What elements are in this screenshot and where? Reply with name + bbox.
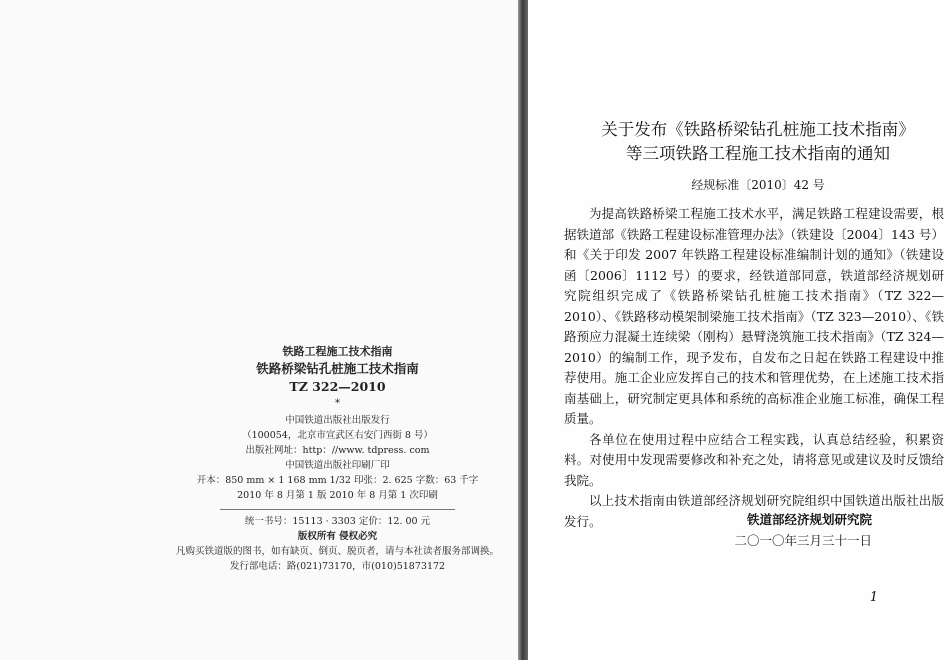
divider (220, 509, 455, 510)
paragraph-1: 为提高铁路桥梁工程施工技术水平，满足铁路工程建设需要，根据铁道部《铁路工程建设标准管理办法》（铁建设〔2004〕143 号）和《关于印发 2007 年铁路工程建设标准编制计划的通知》（铁建设函〔2006〕1112 号）的要求，经铁道部同意，铁道部经济规划研究院组织完成了《铁路桥梁钻孔桩施工技术指南》（TZ 322—2010）、《铁路移动模架制梁施工技术指南》（TZ 323—2010）、《铁路预应力混凝土连续梁（刚构）悬臂浇筑施工技术指南》（TZ 324—2010）的编制工作，现予发布，自发布之日起在铁路工程建设中推荐使用。施工企业应发挥自己的技术和管理优势，在上述施工技术指南基础上，研究制定更具体和系统的高标准企业施工标准，确保工程质量。 (564, 206, 944, 426)
document-number: 经规标准〔2010〕42 号 (691, 178, 825, 192)
return-policy-line: 凡购买铁道版的图书，如有缺页、倒页、脱页者，请与本社读者服务部调换。 (175, 546, 499, 557)
paragraph-2: 各单位在使用过程中应结合工程实践，认真总结经验，积累资料。对使用中发现需要修改和补充之处，请将意见或建议及时反馈给我院。 (564, 431, 944, 488)
copyright-line: 版权所有 侵权必究 (297, 531, 378, 542)
page-number: 1 (869, 590, 878, 605)
issue-date: 二〇一〇年三月三十一日 (734, 533, 872, 548)
book-spine (518, 0, 528, 660)
notice-title-line-1: 关于发布《铁路桥梁钻孔桩施工技术指南》 (601, 120, 915, 139)
book-title: 铁路桥梁钻孔桩施工技术指南 (256, 361, 419, 376)
paragraph-3: 以上技术指南由铁道部经济规划研究院组织中国铁道出版社出版发行。 (564, 493, 944, 529)
series-title: 铁路工程施工技术指南 (282, 345, 393, 358)
standard-code: TZ 322—2010 (289, 379, 386, 394)
printer-line: 中国铁道出版社印刷厂印 (285, 460, 390, 471)
colophon (175, 344, 499, 574)
signatory: 铁道部经济规划研究院 (746, 512, 872, 527)
format-line: 开本：850 mm × 1 168 mm 1/32 印张：2. 625 字数：63 千字 (196, 475, 479, 486)
right-page (528, 0, 950, 660)
separator-star: * (335, 398, 340, 409)
notice-title-line-2: 等三项铁路工程施工技术指南的通知 (626, 144, 890, 163)
publisher-website: 出版社网址：http：//www. tdpress. com (245, 445, 430, 456)
publisher-address: （100054，北京市宣武区右安门西街 8 号） (242, 430, 433, 441)
publisher-line: 中国铁道出版社出版发行 (285, 415, 390, 426)
book-number-line: 统一书号：15113 · 3303 定价：12. 00 元 (244, 516, 431, 527)
phone-line: 发行部电话：路(021)73170，市(010)51873172 (229, 561, 446, 572)
edition-line: 2010 年 8 月第 1 版 2010 年 8 月第 1 次印刷 (237, 490, 438, 501)
notice-body (564, 204, 944, 532)
